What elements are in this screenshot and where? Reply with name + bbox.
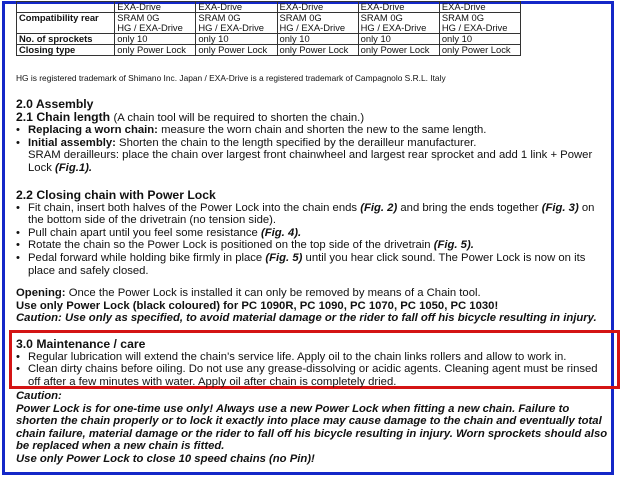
- table-cell: only Power Lock: [439, 45, 520, 56]
- list-item: • Pedal forward while holding bike firmly in place (Fig. 5) until you hear click sound. The Power Lock is now on its place and safely closed.: [16, 252, 612, 277]
- trademark-note: HG is registered trademark of Shimano Inc. Japan / EXA-Drive is a registered trademark of Campagnolo S.R.L. Italy: [16, 73, 446, 83]
- table-cell: EXA-Drive: [439, 2, 520, 13]
- caution-title: Caution:: [16, 390, 62, 402]
- table-cell: SRAM 0G HG / EXA-Drive: [196, 13, 277, 34]
- table-cell: only Power Lock: [358, 45, 439, 56]
- table-cell: only 10: [358, 34, 439, 45]
- section-heading: 2.0 Assembly: [16, 97, 94, 111]
- table-cell: only 10: [115, 34, 196, 45]
- table-cell: only Power Lock: [277, 45, 358, 56]
- table-cell: only 10: [196, 34, 277, 45]
- list-item: • Replacing a worn chain: measure the worn chain and shorten the new to the same length.: [16, 124, 612, 137]
- table-cell: EXA-Drive: [196, 2, 277, 13]
- table-row: [17, 2, 521, 13]
- section-heading: 3.0 Maintenance / care: [16, 337, 146, 351]
- maintenance-section: [16, 338, 612, 388]
- table-cell: only Power Lock: [115, 45, 196, 56]
- table-row: [17, 13, 521, 34]
- table-row: [17, 45, 521, 56]
- list-item: • Pull chain apart until you feel some resistance (Fig. 4).: [16, 227, 612, 240]
- table-cell: SRAM 0G HG / EXA-Drive: [358, 13, 439, 34]
- maintenance-list: [16, 351, 612, 389]
- list-item: • Fit chain, insert both halves of the Power Lock into the chain ends (Fig. 2) and bring the ends together (Fig. 3) on the bottom side of the drivetrain (no tension side).: [16, 202, 612, 227]
- table-cell: SRAM 0G HG / EXA-Drive: [277, 13, 358, 34]
- spec-table: [16, 1, 521, 56]
- opening-section: [16, 287, 612, 325]
- list-item: • Clean dirty chains before oiling. Do not use any grease-dissolving or acidic agents. Cleaning agent must be rinsed off after a few minutes with water. Apply oil after chain is completely dried.: [16, 363, 612, 388]
- table-cell: only 10: [439, 34, 520, 45]
- closing-section: [16, 189, 612, 277]
- caution-line: Caution: Use only as specified, to avoid material damage or the rider to fall off his bicycle resulting in injury.: [16, 312, 597, 325]
- table-cell: EXA-Drive: [358, 2, 439, 13]
- row-label: No. of sprockets: [17, 34, 115, 45]
- power-lock-note: Use only Power Lock (black coloured) for PC 1090R, PC 1090, PC 1070, PC 1050, PC 1030!: [16, 299, 499, 312]
- list-item: • Regular lubrication will extend the chain's service life. Apply oil to the chain links rollers and allow to work in.: [16, 351, 612, 364]
- closing-list: [16, 202, 612, 278]
- assembly-section: [16, 98, 612, 175]
- table-cell: only 10: [277, 34, 358, 45]
- list-item: • Rotate the chain so the Power Lock is positioned on the top side of the drivetrain (Fig. 5).: [16, 239, 612, 252]
- table-cell: EXA-Drive: [277, 2, 358, 13]
- table-row: [17, 34, 521, 45]
- caution-text: Power Lock is for one-time use only! Always use a new Power Lock when fitting a new chain. Failure to shorten the chain properly or to lock it exactly into place may cause damage to the chain and eventually total chain failure, material damage or the rider to fall off his bicycle resulting in injury. Worn sprockets should also be replaced when a new chain is fitted.: [16, 402, 608, 452]
- table-cell: SRAM 0G HG / EXA-Drive: [115, 13, 196, 34]
- list-item: • Initial assembly: Shorten the chain to the length specified by the derailleur manufacturer.: [16, 137, 612, 150]
- subsection-heading: 2.2 Closing chain with Power Lock: [16, 188, 216, 202]
- row-label: Closing type: [17, 45, 115, 56]
- row-label: Compatibility rear: [17, 13, 115, 34]
- caution-block: [16, 390, 612, 465]
- table-cell: SRAM 0G HG / EXA-Drive: [439, 13, 520, 34]
- caution-last: Use only Power Lock to close 10 speed chains (no Pin)!: [16, 452, 315, 465]
- table-cell: only Power Lock: [196, 45, 277, 56]
- subsection-heading: 2.1 Chain length (A chain tool will be required to shorten the chain.): [16, 109, 365, 124]
- opening-note: Opening: Once the Power Lock is installed it can only be removed by means of a Chain tool.: [16, 287, 481, 299]
- assembly-list: [16, 124, 612, 149]
- table-cell: EXA-Drive: [115, 2, 196, 13]
- sram-note: SRAM derailleurs: place the chain over largest front chainwheel and largest rear sprocket and add 1 link + Power Lock (Fig.1).: [28, 149, 593, 174]
